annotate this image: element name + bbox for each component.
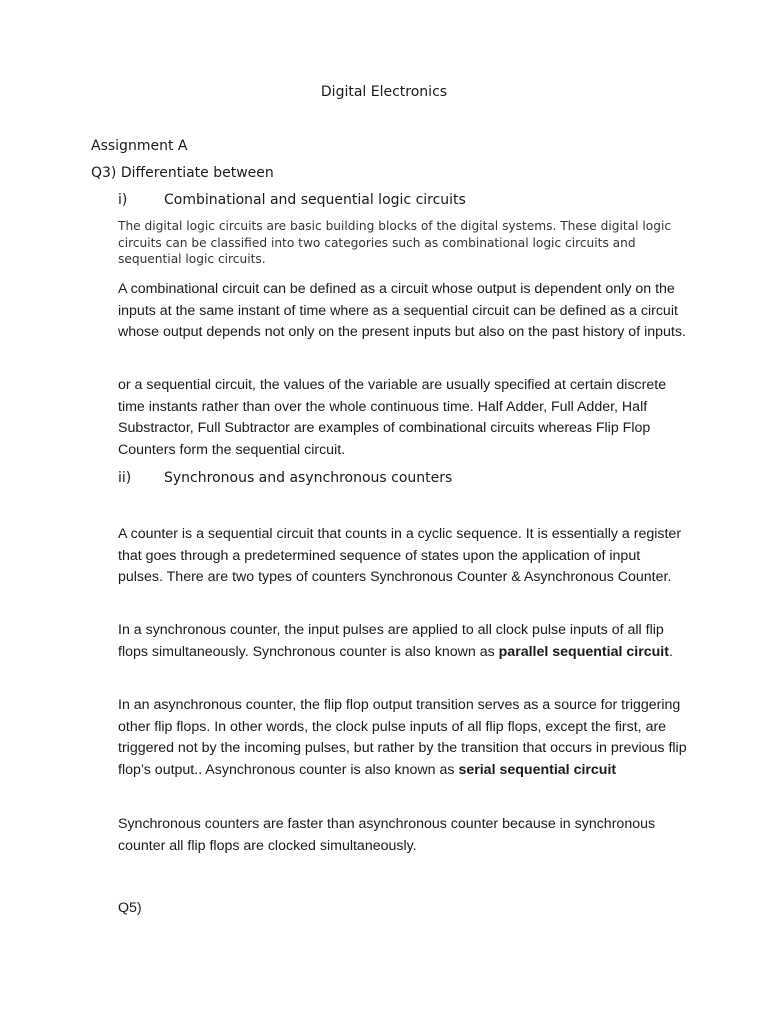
section-1-heading xyxy=(118,191,466,209)
section-2-paragraph-3-text: In an asynchronous counter, the flip flop output transition serves as a source for triggering other flip flops. In other words, the clock pulse inputs of all flip flops, except the first, are triggered not by the incoming pulses, but rather by the transition that occurs in previous flip flop’s output.. Asynchronous counter is also known as xyxy=(118,697,687,778)
document-title: Digital Electronics xyxy=(320,84,448,100)
section-2-paragraph-3-bold: serial sequential circuit xyxy=(458,761,617,778)
question-3: Q3) Differentiate between xyxy=(91,165,274,181)
assignment-label: Assignment A xyxy=(91,138,188,154)
section-2-title: Synchronous and asynchronous counters xyxy=(164,470,453,486)
section-2-heading xyxy=(118,469,452,487)
section-1-paragraph-1: A combinational circuit can be defined as a circuit whose output is dependent only on the inputs at the same instant of time where as a sequential circuit can be defined as a circuit whose output depends not only on the present inputs but also on the past history of inputs. xyxy=(118,281,686,341)
section-2-paragraph-2-bold: parallel sequential circuit xyxy=(498,643,669,660)
section-2-paragraph-3 xyxy=(118,695,688,781)
section-1-paragraph-2: or a sequential circuit, the values of the variable are usually specified at certain discrete time instants rather than over the whole continuous time. Half Adder, Full Adder, Half Substractor, Full Subtractor are examples of combinational circuits whereas Flip Flop Counters form the sequential circuit. xyxy=(118,377,667,458)
section-2-number: ii) xyxy=(118,470,132,486)
section-2-paragraph-2-text: In a synchronous counter, the input pulses are applied to all clock pulse inputs of all flip flops simultaneously. Synchronous counter is also known as xyxy=(118,622,664,660)
section-1-intro: The digital logic circuits are basic building blocks of the digital systems. These digital logic circuits can be classified into two categories such as combinational logic circuits and sequential logic circuits. xyxy=(118,219,672,266)
section-2-paragraph-2-end: . xyxy=(668,643,673,660)
section-2-paragraph-2 xyxy=(118,620,688,663)
question-5: Q5) xyxy=(118,900,142,916)
section-2-paragraph-4: Synchronous counters are faster than asynchronous counter because in synchronous counter all flip flops are clocked simultaneously. xyxy=(118,816,656,854)
section-1-number: i) xyxy=(118,192,128,208)
section-2-paragraph-1: A counter is a sequential circuit that counts in a cyclic sequence. It is essentially a register that goes through a predetermined sequence of states upon the application of input pulses. There are two types of counters Synchronous Counter & Asynchronous Counter. xyxy=(118,526,682,586)
section-1-title: Combinational and sequential logic circuits xyxy=(164,192,466,208)
